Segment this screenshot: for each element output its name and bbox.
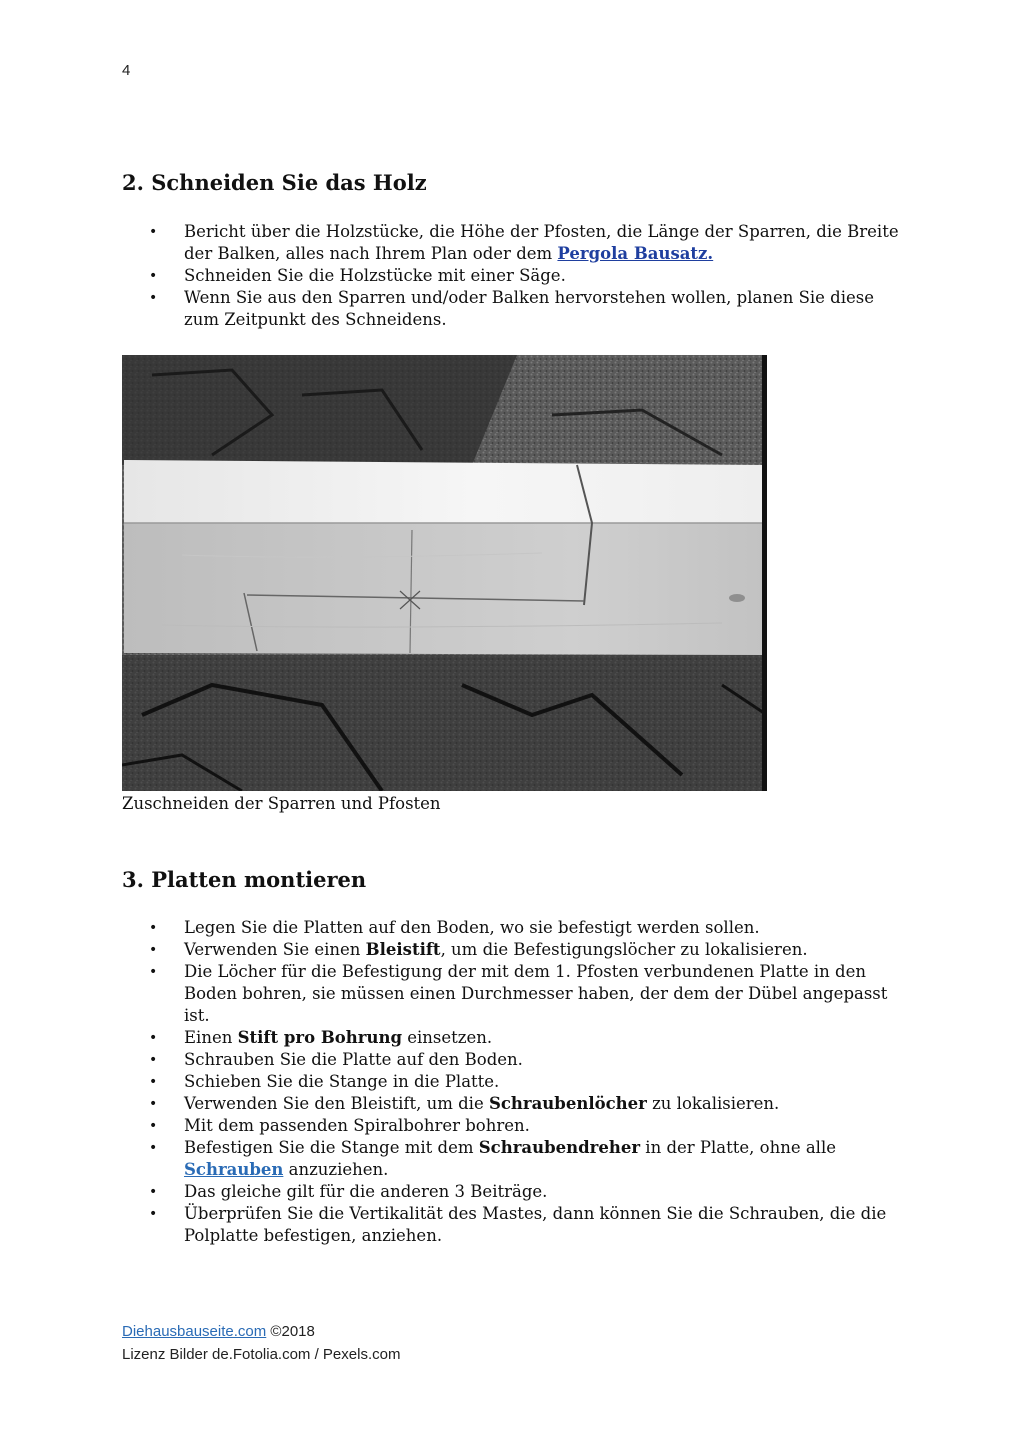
list-item — [122, 1137, 912, 1181]
item-text: Das gleiche gilt für die anderen 3 Beiträge. — [184, 1182, 548, 1201]
item-text: in der Platte, ohne alle — [640, 1138, 836, 1157]
item-text: Schneiden Sie die Holzstücke mit einer Säge. — [184, 266, 566, 285]
item-text: Wenn Sie aus den Sparren und/oder Balken hervorstehen wollen, planen Sie diese zum Zeitpunkt des Schneidens. — [184, 288, 875, 329]
image-license-text: Lizenz Bilder de.Fotolia.com / Pexels.com — [122, 1346, 401, 1363]
list-item — [122, 1093, 912, 1115]
list-item — [122, 265, 912, 287]
item-text: Verwenden Sie einen — [184, 940, 366, 959]
item-text: Schrauben Sie die Platte auf den Boden. — [184, 1050, 523, 1069]
pergola-kit-link[interactable]: Pergola Bausatz. — [557, 244, 714, 263]
section-heading-cut-wood: 2. Schneiden Sie das Holz — [122, 170, 427, 195]
page-number: 4 — [122, 62, 131, 79]
bold-term-pin: Stift pro Bohrung — [237, 1028, 403, 1047]
list-item — [122, 939, 912, 961]
screws-link[interactable]: Schrauben — [184, 1160, 284, 1179]
bold-term-screw-holes: Schraubenlöcher — [488, 1094, 647, 1113]
item-text: Überprüfen Sie die Vertikalität des Mastes, dann können Sie die Schrauben, die die Polplatte befestigen, anziehen. — [184, 1204, 887, 1245]
item-text: Bericht über die Holzstücke, die Höhe der Pfosten, die Länge der Sparren, die Breite der Balken, alles nach Ihrem Plan oder dem — [184, 222, 899, 263]
list-item — [122, 917, 912, 939]
item-text: einsetzen. — [402, 1028, 493, 1047]
list-item — [122, 287, 912, 331]
bold-term-pencil: Bleistift — [365, 940, 441, 959]
item-text: Legen Sie die Platten auf den Boden, wo sie befestigt werden sollen. — [184, 918, 760, 937]
list-item — [122, 1115, 912, 1137]
list-item — [122, 1071, 912, 1093]
item-text: Verwenden Sie den Bleistift, um die — [184, 1094, 489, 1113]
list-item — [122, 1203, 912, 1247]
site-link[interactable]: Diehausbauseite.com — [122, 1323, 267, 1340]
cut-wood-list — [122, 221, 912, 331]
list-item — [122, 1181, 912, 1203]
list-item — [122, 1049, 912, 1071]
photo-caption: Zuschneiden der Sparren und Pfosten — [122, 794, 441, 813]
item-text: Befestigen Sie die Stange mit dem — [184, 1138, 479, 1157]
footer-copyright-line — [122, 1320, 400, 1343]
item-text: zu lokalisieren. — [646, 1094, 780, 1113]
copyright-text: ©2018 — [266, 1323, 315, 1340]
list-item — [122, 961, 912, 1027]
item-text: Einen — [184, 1028, 238, 1047]
list-item — [122, 1027, 912, 1049]
item-text: , um die Befestigungslöcher zu lokalisieren. — [440, 940, 808, 959]
bold-term-screwdriver: Schraubendreher — [478, 1138, 641, 1157]
item-text: Schieben Sie die Stange in die Platte. — [184, 1072, 500, 1091]
item-text: Die Löcher für die Befestigung der mit dem 1. Pfosten verbundenen Platte in den Boden bohren, sie müssen einen Durchmesser haben, der dem der Dübel angepasst ist. — [184, 962, 888, 1025]
wood-beam-photo — [122, 355, 767, 791]
mount-plates-list — [122, 917, 912, 1247]
page-footer — [122, 1320, 400, 1366]
item-text: Mit dem passenden Spiralbohrer bohren. — [184, 1116, 530, 1135]
section-heading-mount-plates: 3. Platten montieren — [122, 867, 367, 892]
list-item — [122, 221, 912, 265]
item-text: anzuziehen. — [283, 1160, 389, 1179]
